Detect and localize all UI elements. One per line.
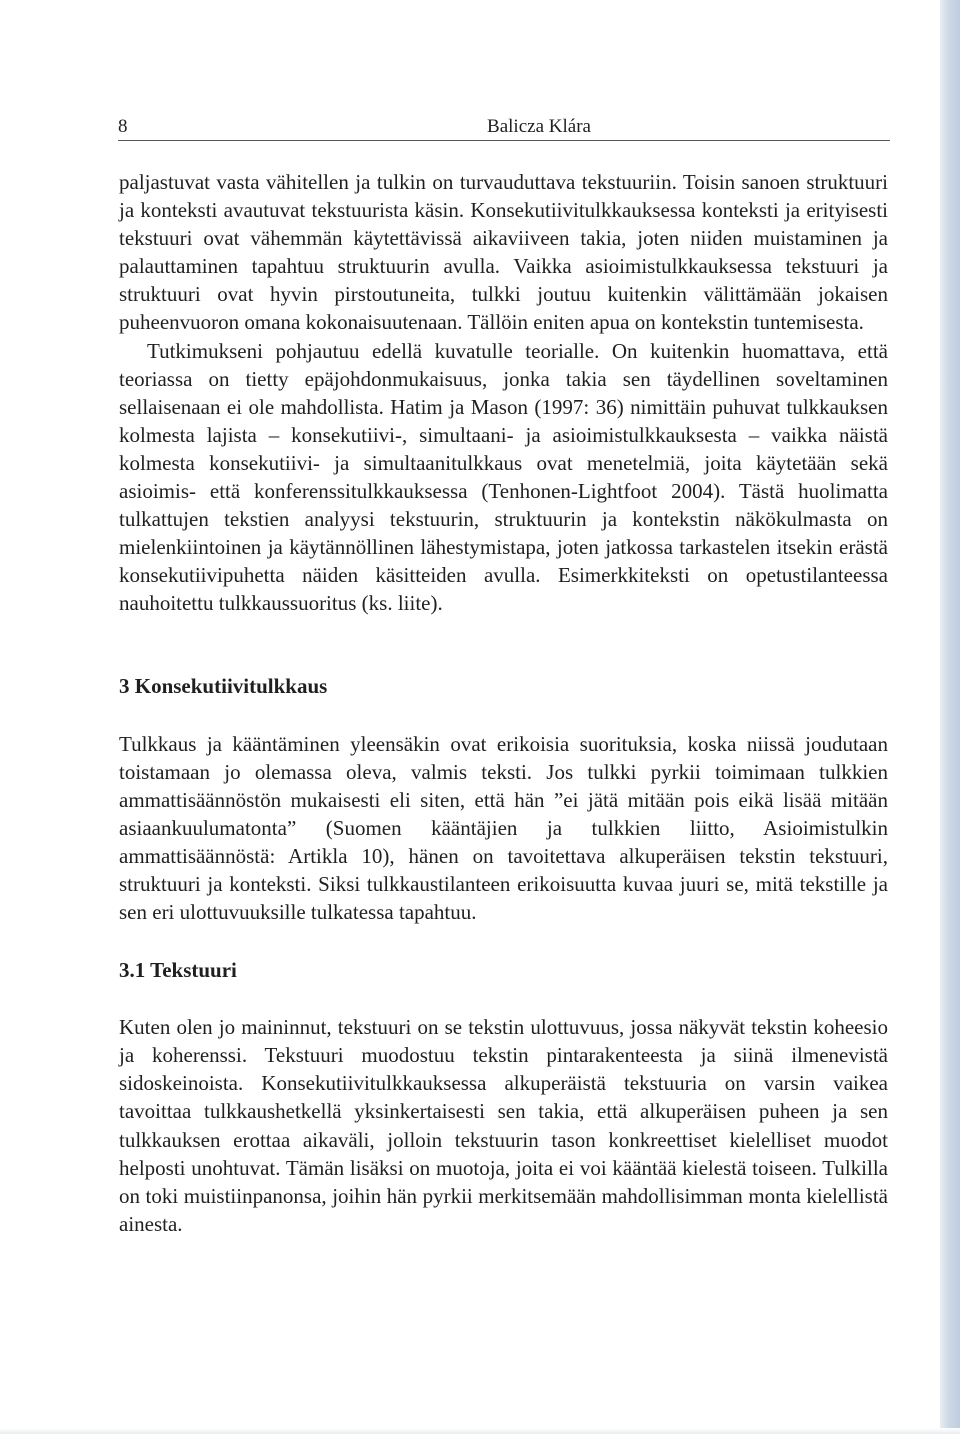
paragraph-4: Kuten olen jo maininnut, tekstuuri on se tekstin ulottuvuus, jossa näkyvät tekstin koheesio ja koherenssi. Tekstuuri muodostuu tekstin pintarakenteesta ja siinä ilmenevistä sidoskeinoista. Konsekutiivitulkkauksessa alkuperäistä tekstuuria on varsin vaikea tavoittaa tulkkaushetkellä yksinkertaisesti sen takia, että alkuperäisen puheen ja sen tulkkauksen erottaa aikaväli, jolloin tekstuurin tason konkreettiset kielelliset muodot helposti unohtuvat. Tämän lisäksi on muotoja, joita ei voi kääntää kielestä toiseen. Tulkilla on toki muistiinpanonsa, joihin hän pyrkii merkitsemään mahdollisimman monta kielellistä ainesta. (119, 1015, 888, 1236)
scan-edge (940, 0, 960, 1434)
paragraph-3: Tulkkaus ja kääntäminen yleensäkin ovat erikoisia suorituksia, koska niissä joudutaan toistamaan jo olemassa oleva, valmis teksti. Jos tulkki pyrkii toimimaan tulkkien ammattisäännöstön mukaisesti eli siten, että hän ”ei jätä mitään pois eikä lisää mitään asiaankuulumatonta” (Suomen kääntäjien ja tulkkien liitto, Asioimistulkin ammattisäännöstä: Artikla 10), hänen on tavoitettava alkuperäisen tekstin tekstuuri, struktuuri ja konteksti. Siksi tulkkaustilanteen erikoisuutta kuvaa juuri se, mitä tekstille ja sen eri ulottuvuuksille tulkatessa tapahtuu. (119, 731, 888, 925)
running-header-author: Balicza Klára (487, 116, 591, 137)
body-text (119, 168, 888, 1238)
section-heading-3: 3 Konsekutiivitulkkaus (119, 673, 328, 698)
running-header (118, 112, 890, 141)
scan-bottom-edge (0, 1428, 960, 1434)
paragraph-1: paljastuvat vasta vähitellen ja tulkin on turvauduttava tekstuuriin. Toisin sanoen struktuuri ja konteksti avautuvat tekstuurista käsin. Konsekutiivitulkkauksessa konteksti ja erityisesti tekstuuri ovat vähemmän käytettävissä aikaviiveen takia, joten niiden muistaminen ja palauttaminen tapahtuu struktuurin avulla. Vaikka asioimistulkkauksessa tekstuuri ja struktuuri ovat hyvin pirstoutuneita, tulkki joutuu kuitenkin välittämään jokaisen puheenvuoron omana kokonaisuutenaan. Tällöin eniten apua on kontekstin tuntemisesta. (119, 170, 888, 335)
page-number: 8 (118, 116, 128, 137)
section-heading-3-1: 3.1 Tekstuuri (119, 958, 237, 983)
paragraph-2: Tutkimukseni pohjautuu edellä kuvatulle teorialle. On kuitenkin huomattava, että teoriassa on tietty epäjohdonmukaisuus, jonka takia sen täydellinen soveltaminen sellaisenaan ei ole mahdollista. Hatim ja Mason (1997: 36) nimittäin puhuvat tulkkauksen kolmesta lajista – konsekutiivi-, simultaani- ja asioimistulkkauksesta – vaikka näistä kolmesta konsekutiivi- ja simultaanitulkkaus ovat menetelmiä, joita käytetään sekä asioimis- että konferenssitulkkauksessa (Tenhonen-Lightfoot 2004). Tästä huolimatta tulkattujen tekstien analyysi tekstuurin, struktuurin ja kontekstin näkökulmasta on mielenkiintoinen ja käytännöllinen lähestymistapa, joten jatkossa tarkastelen itsekin erästä konsekutiivipuhetta näiden käsitteiden avulla. Esimerkkiteksti on opetustilanteessa nauhoitettu tulkkaussuoritus (ks. liite). (119, 338, 888, 616)
